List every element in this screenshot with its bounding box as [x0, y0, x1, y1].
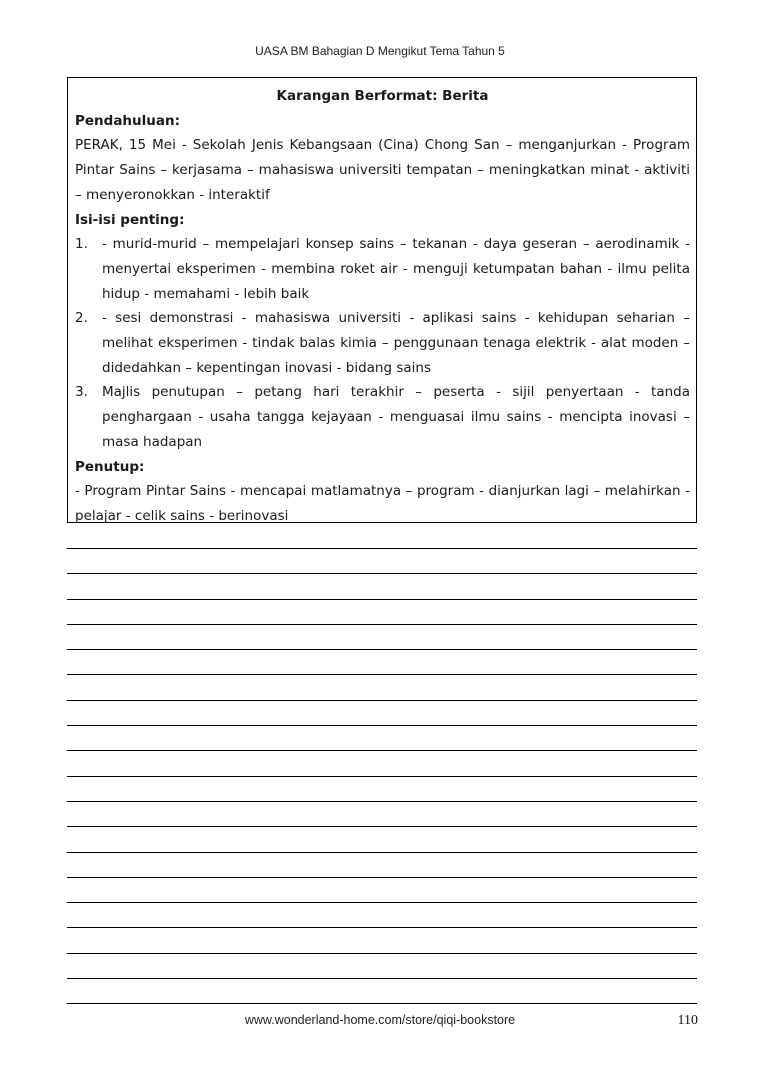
- list-item-number: 3.: [75, 384, 88, 401]
- closing-text: - Program Pintar Sains - mencapai matlamatnya – program - dianjurkan lagi – melahirkan - pelajar - celik sains - berinovasi: [75, 483, 690, 524]
- body-heading: Isi-isi penting:: [75, 211, 185, 228]
- box-title: Karangan Berformat: Berita: [276, 88, 489, 104]
- writing-lines: [67, 548, 697, 1029]
- page-header: UASA BM Bahagian D Mengikut Tema Tahun 5: [255, 44, 505, 58]
- writing-line[interactable]: [67, 877, 697, 902]
- list-item-text: - murid-murid – mempelajari konsep sains – tekanan - daya geseran – aerodinamik - menyertai eksperimen - membina roket air - menguji ketumpatan bahan - ilmu pelita hidup - memahami - lebih baik: [102, 236, 690, 302]
- intro-heading: Pendahuluan:: [75, 112, 181, 129]
- list-item-text: - sesi demonstrasi - mahasiswa universiti - aplikasi sains - kehidupan seharian – melihat eksperimen - tindak balas kimia – penggunaan tenaga elektrik - alat moden – didedahkan – kepentingan inovasi - bidang sains: [102, 310, 690, 376]
- writing-line[interactable]: [67, 750, 697, 775]
- writing-line[interactable]: [67, 548, 697, 573]
- footer-url: www.wonderland-home.com/store/qiqi-bookstore: [244, 1013, 516, 1027]
- writing-line[interactable]: [67, 953, 697, 978]
- writing-line[interactable]: [67, 902, 697, 927]
- list-item: [75, 380, 690, 454]
- writing-line[interactable]: [67, 801, 697, 826]
- writing-line[interactable]: [67, 700, 697, 725]
- writing-line[interactable]: [67, 624, 697, 649]
- list-item: [75, 232, 690, 306]
- writing-line[interactable]: [67, 826, 697, 851]
- writing-line[interactable]: [67, 573, 697, 598]
- list-item-number: 2.: [75, 310, 88, 327]
- writing-line[interactable]: [67, 776, 697, 801]
- list-item: [75, 306, 690, 380]
- intro-text: PERAK, 15 Mei - Sekolah Jenis Kebangsaan (Cina) Chong San – menganjurkan - Program Pintar Sains – kerjasama – mahasiswa universiti tempatan – meningkatkan minat - aktiviti – menyeronokkan - interaktif: [75, 137, 690, 203]
- closing-heading: Penutup:: [75, 458, 145, 475]
- page-number: 110: [677, 1013, 698, 1028]
- list-item-text: Majlis penutupan – petang hari terakhir – peserta - sijil penyertaan - tanda penghargaan - usaha tangga kejayaan - menguasai ilmu sains - mencipta inovasi – masa hadapan: [102, 384, 690, 450]
- writing-line[interactable]: [67, 927, 697, 952]
- list-item-number: 1.: [75, 236, 88, 253]
- essay-outline-box: [67, 77, 697, 523]
- writing-line[interactable]: [67, 725, 697, 750]
- writing-line[interactable]: [67, 978, 697, 1003]
- writing-line[interactable]: [67, 674, 697, 699]
- writing-line[interactable]: [67, 599, 697, 624]
- writing-line[interactable]: [67, 649, 697, 674]
- writing-line[interactable]: [67, 852, 697, 877]
